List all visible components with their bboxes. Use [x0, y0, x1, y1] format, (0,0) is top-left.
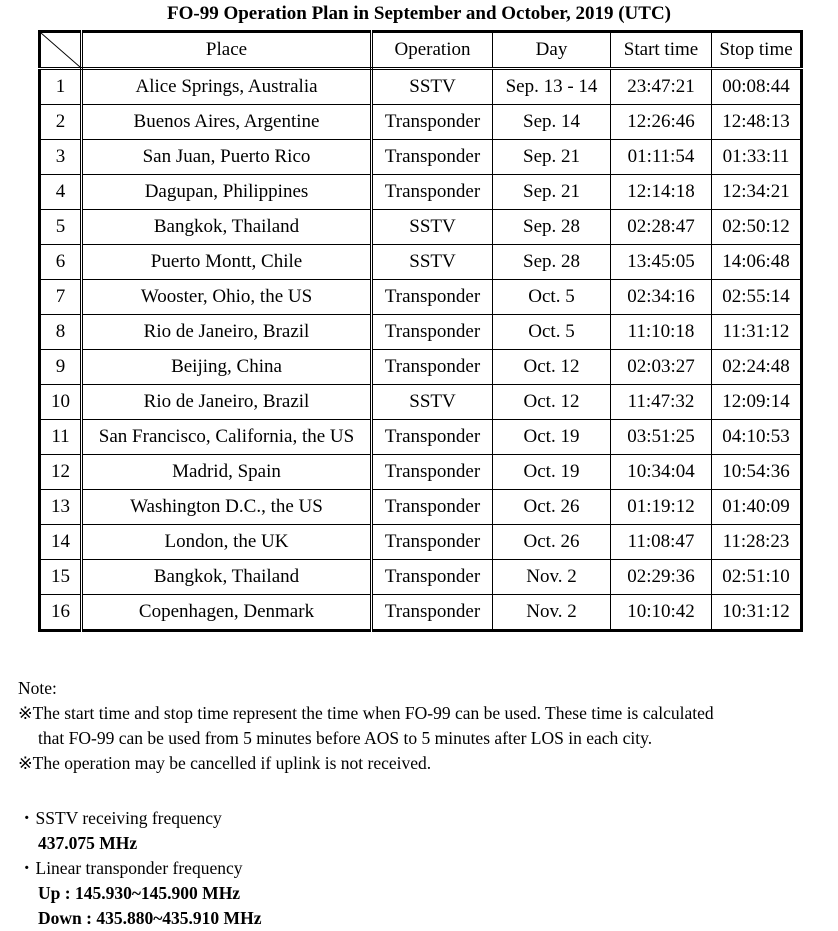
- row-operation: Transponder: [372, 140, 493, 175]
- row-day: Sep. 14: [493, 105, 611, 140]
- row-day: Oct. 5: [493, 315, 611, 350]
- table-row: [40, 69, 802, 105]
- row-place: Copenhagen, Denmark: [82, 595, 372, 631]
- row-number: 3: [40, 140, 82, 175]
- row-place: Dagupan, Philippines: [82, 175, 372, 210]
- row-start-time: 02:28:47: [611, 210, 712, 245]
- table-row: [40, 210, 802, 245]
- notes-heading: Note:: [18, 678, 57, 698]
- row-operation: Transponder: [372, 595, 493, 631]
- row-day: Oct. 19: [493, 455, 611, 490]
- table-row: [40, 385, 802, 420]
- row-start-time: 12:26:46: [611, 105, 712, 140]
- row-place: Bangkok, Thailand: [82, 560, 372, 595]
- row-place: Rio de Janeiro, Brazil: [82, 385, 372, 420]
- table-row: [40, 315, 802, 350]
- row-day: Nov. 2: [493, 560, 611, 595]
- sstv-frequency-value: 437.075 MHz: [38, 833, 138, 853]
- row-operation: Transponder: [372, 315, 493, 350]
- row-start-time: 23:47:21: [611, 69, 712, 105]
- header-stop-time: Stop time: [712, 32, 802, 69]
- notes-section: [18, 676, 833, 776]
- row-day: Oct. 26: [493, 490, 611, 525]
- header-start-time: Start time: [611, 32, 712, 69]
- table-row: [40, 280, 802, 315]
- row-day: Sep. 28: [493, 245, 611, 280]
- uplink-frequency-value: Up : 145.930~145.900 MHz: [38, 883, 241, 903]
- row-start-time: 12:14:18: [611, 175, 712, 210]
- row-day: Sep. 21: [493, 140, 611, 175]
- row-start-time: 11:08:47: [611, 525, 712, 560]
- row-start-time: 01:19:12: [611, 490, 712, 525]
- row-place: Alice Springs, Australia: [82, 69, 372, 105]
- row-start-time: 10:34:04: [611, 455, 712, 490]
- row-place: London, the UK: [82, 525, 372, 560]
- table-row: [40, 420, 802, 455]
- row-operation: SSTV: [372, 69, 493, 105]
- row-day: Sep. 28: [493, 210, 611, 245]
- row-day: Oct. 12: [493, 385, 611, 420]
- row-number: 11: [40, 420, 82, 455]
- row-start-time: 02:34:16: [611, 280, 712, 315]
- row-stop-time: 02:50:12: [712, 210, 802, 245]
- table-row: [40, 490, 802, 525]
- row-day: Sep. 13 - 14: [493, 69, 611, 105]
- row-start-time: 03:51:25: [611, 420, 712, 455]
- row-number: 5: [40, 210, 82, 245]
- header-day: Day: [493, 32, 611, 69]
- row-place: Rio de Janeiro, Brazil: [82, 315, 372, 350]
- row-operation: Transponder: [372, 525, 493, 560]
- corner-cell: [40, 32, 82, 69]
- row-stop-time: 04:10:53: [712, 420, 802, 455]
- row-number: 15: [40, 560, 82, 595]
- row-operation: Transponder: [372, 490, 493, 525]
- row-start-time: 01:11:54: [611, 140, 712, 175]
- table-row: [40, 455, 802, 490]
- row-stop-time: 12:48:13: [712, 105, 802, 140]
- header-operation: Operation: [372, 32, 493, 69]
- table-row: [40, 595, 802, 631]
- row-stop-time: 01:33:11: [712, 140, 802, 175]
- row-start-time: 02:03:27: [611, 350, 712, 385]
- row-start-time: 02:29:36: [611, 560, 712, 595]
- row-start-time: 13:45:05: [611, 245, 712, 280]
- row-stop-time: 10:54:36: [712, 455, 802, 490]
- row-place: Wooster, Ohio, the US: [82, 280, 372, 315]
- row-operation: Transponder: [372, 420, 493, 455]
- row-operation: Transponder: [372, 560, 493, 595]
- row-number: 9: [40, 350, 82, 385]
- row-stop-time: 11:31:12: [712, 315, 802, 350]
- row-operation: SSTV: [372, 385, 493, 420]
- row-number: 8: [40, 315, 82, 350]
- row-start-time: 11:10:18: [611, 315, 712, 350]
- table-row: [40, 105, 802, 140]
- row-stop-time: 11:28:23: [712, 525, 802, 560]
- row-number: 7: [40, 280, 82, 315]
- row-start-time: 10:10:42: [611, 595, 712, 631]
- document-title: FO-99 Operation Plan in September and October, 2019 (UTC): [166, 3, 672, 24]
- row-place: Washington D.C., the US: [82, 490, 372, 525]
- row-operation: SSTV: [372, 245, 493, 280]
- row-number: 2: [40, 105, 82, 140]
- diagonal-line-icon: [41, 33, 80, 67]
- row-place: Bangkok, Thailand: [82, 210, 372, 245]
- row-day: Oct. 19: [493, 420, 611, 455]
- row-day: Oct. 5: [493, 280, 611, 315]
- table-row: [40, 175, 802, 210]
- note-1-line-1: ※The start time and stop time represent the time when FO-99 can be used. These time is calculated: [18, 703, 714, 723]
- row-day: Sep. 21: [493, 175, 611, 210]
- note-2: ※The operation may be cancelled if uplink is not received.: [18, 753, 432, 773]
- row-number: 14: [40, 525, 82, 560]
- row-place: Beijing, China: [82, 350, 372, 385]
- table-row: [40, 245, 802, 280]
- row-stop-time: 02:24:48: [712, 350, 802, 385]
- row-stop-time: 14:06:48: [712, 245, 802, 280]
- downlink-frequency-value: Down : 435.880~435.910 MHz: [38, 908, 262, 928]
- row-stop-time: 10:31:12: [712, 595, 802, 631]
- row-operation: Transponder: [372, 175, 493, 210]
- row-operation: Transponder: [372, 105, 493, 140]
- table-row: [40, 560, 802, 595]
- row-stop-time: 12:09:14: [712, 385, 802, 420]
- row-stop-time: 02:51:10: [712, 560, 802, 595]
- row-place: Puerto Montt, Chile: [82, 245, 372, 280]
- row-place: Madrid, Spain: [82, 455, 372, 490]
- row-number: 16: [40, 595, 82, 631]
- table-row: [40, 525, 802, 560]
- row-number: 6: [40, 245, 82, 280]
- table-row: [40, 350, 802, 385]
- table-row: [40, 140, 802, 175]
- row-number: 13: [40, 490, 82, 525]
- operation-plan-table: [38, 30, 803, 632]
- row-day: Nov. 2: [493, 595, 611, 631]
- row-number: 4: [40, 175, 82, 210]
- row-place: San Juan, Puerto Rico: [82, 140, 372, 175]
- note-1-line-2: that FO-99 can be used from 5 minutes before AOS to 5 minutes after LOS in each city.: [38, 728, 653, 748]
- row-operation: Transponder: [372, 455, 493, 490]
- header-place: Place: [82, 32, 372, 69]
- row-operation: Transponder: [372, 280, 493, 315]
- row-stop-time: 12:34:21: [712, 175, 802, 210]
- table-body: [40, 69, 802, 631]
- row-stop-time: 00:08:44: [712, 69, 802, 105]
- sstv-frequency-label: ・SSTV receiving frequency: [18, 808, 222, 828]
- row-day: Oct. 26: [493, 525, 611, 560]
- row-number: 1: [40, 69, 82, 105]
- row-number: 12: [40, 455, 82, 490]
- row-stop-time: 01:40:09: [712, 490, 802, 525]
- linear-frequency-label: ・Linear transponder frequency: [18, 858, 243, 878]
- row-start-time: 11:47:32: [611, 385, 712, 420]
- row-operation: SSTV: [372, 210, 493, 245]
- row-operation: Transponder: [372, 350, 493, 385]
- row-stop-time: 02:55:14: [712, 280, 802, 315]
- row-number: 10: [40, 385, 82, 420]
- row-place: Buenos Aires, Argentine: [82, 105, 372, 140]
- row-place: San Francisco, California, the US: [82, 420, 372, 455]
- table-header-row: [40, 32, 802, 69]
- row-day: Oct. 12: [493, 350, 611, 385]
- frequency-section: [18, 806, 833, 931]
